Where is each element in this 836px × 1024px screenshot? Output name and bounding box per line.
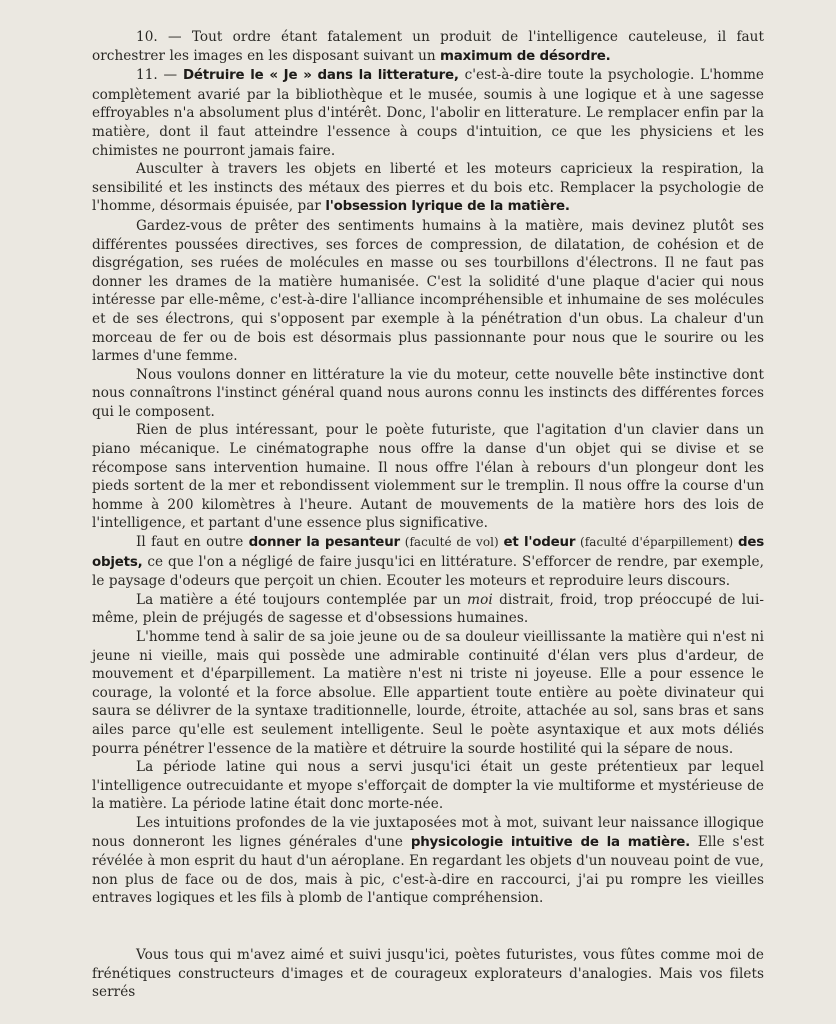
- text-run: La période latine qui nous a servi jusqu'ici était un geste prétentieux par lequel l'intelligence outrecuidante et myope s'efforçait de dompter la vie multiforme et mystérieuse de la matière. La période latine était donc morte-née.: [92, 759, 764, 813]
- text-run: La matière a été toujours contemplée par un: [136, 591, 468, 608]
- body-text: [92, 28, 764, 1002]
- paragraph: [92, 591, 764, 628]
- text-run: c'est-à-dire toute la psychologie. L'homme complètement avarié par la bibliothèque et le musée, soumis à une logique et à une sagesse effroyables n'a absolument plus d'intérêt. Donc, l'abolir en litterature. Le remplacer enfin par la matière, dont il faut atteindre l'essence à coups d'intuition, ce que les physiciens et les chimistes ne pourront jamais faire.: [92, 67, 765, 159]
- paragraph: [92, 628, 764, 758]
- emphasis-italic: moi: [467, 591, 493, 608]
- section-gap: [92, 908, 764, 946]
- paragraph: [92, 533, 764, 591]
- text-run: ce que l'on a négligé de faire jusqu'ici en littérature. S'efforcer de rendre, par exemple, le paysage d'odeurs que perçoit un chien. Ecouter les moteurs et reproduire leurs discours.: [92, 553, 764, 590]
- emphasis-bold: des objets,: [92, 535, 765, 570]
- text-run: 10. — Tout ordre étant fatalement un produit de l'intelligence cauteleuse, il faut orchestrer les images en les disposant suivant un: [92, 29, 764, 64]
- paragraph: [92, 421, 764, 533]
- text-run: Il faut en outre: [136, 534, 249, 551]
- paragraph: [92, 366, 764, 422]
- emphasis-bold: l'obsession lyrique de la matière.: [325, 199, 570, 215]
- text-run: Gardez-vous de prêter des sentiments humains à la matière, mais devinez plutôt ses différentes poussées directives, ses forces de compression, de dilatation, de cohésion et de disgrégation, ses ruées de molécules en masse ou ses tourbillons d'électrons. Il ne faut pas donner les drames de la matière humanisée. C'est la solidité d'une plaque d'acier qui nous intéresse par elle-même, c'est-à-dire l'alliance incompréhensible et inhumaine de ses molécules et de ses électrons, qui s'opposent par exemple à la pénétration d'un obus. La chaleur d'un morceau de fer ou de bois est désormais plus passionnante pour nous que le sourire ou les larmes d'une femme.: [92, 217, 764, 365]
- text-run: Les intuitions profondes de la vie juxtaposées mot à mot, suivant leur naissance illogique nous donneront les lignes générales d'une: [92, 814, 764, 850]
- text-run: Elle s'est révélée à mon esprit du haut d'un aéroplane. En regardant les objets d'un nouveau point de vue, non plus de face ou de dos, mais à pic, c'est-à-dire en raccourci, j'ai pu rompre les vieilles entraves logiques et les fils à plomb de l'antique compréhension.: [92, 833, 765, 907]
- text-run: 11. —: [136, 67, 183, 84]
- paragraph: [92, 814, 764, 908]
- emphasis-bold: physicologie intuitive de la matière.: [410, 834, 691, 850]
- text-run: Ausculter à travers les objets en liberté et les moteurs capricieux la respiration, la sensibilité et les instincts des métaux des pierres et du bois etc. Remplacer la psychologie de l'homme, désormais épuisée, par: [92, 161, 764, 215]
- paragraph: [92, 28, 764, 66]
- text-run: Vous tous qui m'avez aimé et suivi jusqu'ici, poètes futuristes, vous fûtes comme moi de frénétiques constructeurs d'images et de courageux explorateurs d'analogies. Mais vos filets serrés: [92, 946, 764, 1001]
- emphasis-bold: Détruire le « Je » dans la litterature,: [182, 68, 459, 84]
- text-run: Rien de plus intéressant, pour le poète futuriste, que l'agitation d'un clavier dans un piano mécanique. Le cinématographe nous offre la danse d'un objet qui se divise et se récompose sans intervention humaine. Il nous offre l'élan à rebours d'un plongeur dont les pieds sortent de la mer et rebondissent violemment sur le tremplin. Il nous offre la course d'un homme à 200 kilomètres à l'heure. Autant de mouvements de la matière hors des lois de l'intelligence, et partant d'une essence plus significative.: [92, 422, 764, 532]
- paragraph: [92, 160, 764, 217]
- emphasis-bold: donner la pesanteur: [248, 535, 400, 551]
- text-run: Nous voulons donner en littérature la vie du moteur, cette nouvelle bête instinctive dont nous connaîtrons l'instinct général quand nous aurons connu les instincts des différentes forces qui le composent.: [92, 366, 764, 420]
- emphasis-bold: maximum de désordre.: [440, 48, 611, 64]
- emphasis-bold: et l'odeur: [503, 535, 576, 551]
- paragraph: [92, 946, 764, 1002]
- paragraph: [92, 217, 764, 366]
- paragraph: [92, 66, 764, 160]
- text-run: (faculté de vol): [399, 535, 504, 550]
- text-run: (faculté d'éparpillement): [575, 535, 738, 550]
- paragraph: [92, 758, 764, 814]
- text-run: distrait, froid, trop préoccupé de lui-même, plein de préjugés de sagesse et d'obsessions humaines.: [92, 591, 764, 627]
- text-run: L'homme tend à salir de sa joie jeune ou de sa douleur vieillissante la matière qui n'est ni jeune ni vieille, mais qui possède une admirable continuité d'élan vers plus d'ardeur, de mouvement et d'éparpillement. La matière n'est ni triste ni joyeuse. Elle a pour essence le courage, la volonté et la force absolue. Elle appartient toute entière au poète divinateur qui saura se délivrer de la syntaxe traditionnelle, lourde, étroite, attachée au sol, sans bras et sans ailes parce qu'elle est seulement intelligente. Seul le poète asyntaxique et aux mots déliés pourra pénétrer l'essence de la matière et détruire la sourde hostilité qui la sépare de nous.: [92, 629, 764, 757]
